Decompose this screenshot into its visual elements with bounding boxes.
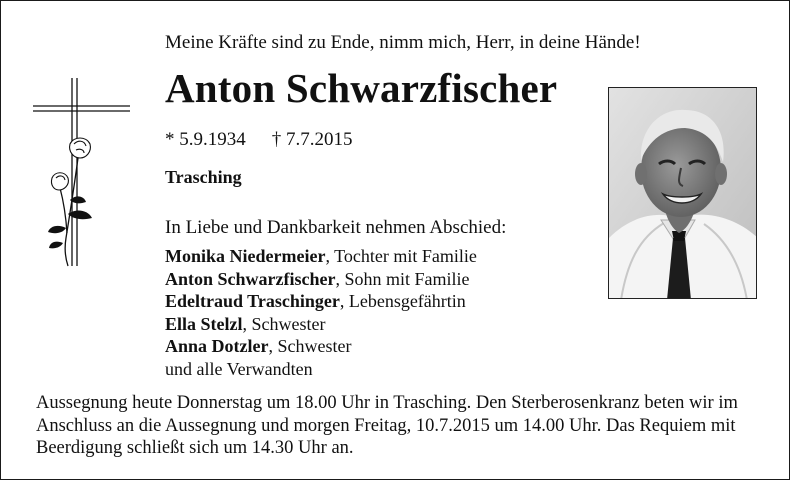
- life-dates: [165, 129, 353, 151]
- mourner-relation: , Lebensgefährtin: [339, 291, 466, 311]
- mourners-list: [165, 245, 477, 380]
- mourner-item: [165, 290, 477, 313]
- death-date: † 7.7.2015: [271, 129, 353, 150]
- mourner-relation: , Schwester: [268, 336, 352, 356]
- portrait-photo: [608, 87, 757, 299]
- mourner-relation: , Tochter mit Familie: [325, 246, 477, 266]
- mourner-name: Anton Schwarzfischer: [165, 268, 336, 289]
- deceased-name: Anton Schwarzfischer: [165, 65, 558, 111]
- mourner-relation: , Sohn mit Familie: [335, 268, 470, 289]
- mourner-name: Anna Dotzler: [165, 336, 269, 356]
- motto-verse: Meine Kräfte sind zu Ende, nimm mich, Herr, in deine Hände!: [165, 32, 641, 53]
- birth-date: * 5.9.1934: [165, 129, 246, 150]
- mourner-item: [165, 268, 477, 291]
- hometown: Trasching: [165, 167, 242, 187]
- mourner-relation: und alle Verwandten: [165, 358, 313, 379]
- mourner-item: [165, 245, 477, 268]
- mourner-item: [165, 335, 477, 358]
- funeral-service-text: Aussegnung heute Donnerstag um 18.00 Uhr in Trasching. Den Sterberosenkranz beten wir im Anschluss an die Aussegnung und morgen Freitag, 10.7.2015 um 14.00 Uhr. Das Requiem mit Beerdigung schließt sich um 14.30 Uhr an.: [36, 393, 738, 458]
- mourner-name: Ella Stelzl: [165, 313, 243, 334]
- mourner-relation: , Schwester: [242, 313, 326, 334]
- farewell-intro: In Liebe und Dankbarkeit nehmen Abschied:: [165, 217, 507, 238]
- mourner-item: [165, 358, 477, 381]
- cross-with-roses-icon: [30, 78, 140, 278]
- mourner-name: Edeltraud Traschinger: [165, 291, 340, 311]
- mourner-name: Monika Niedermeier: [165, 246, 326, 266]
- mourner-item: [165, 313, 477, 336]
